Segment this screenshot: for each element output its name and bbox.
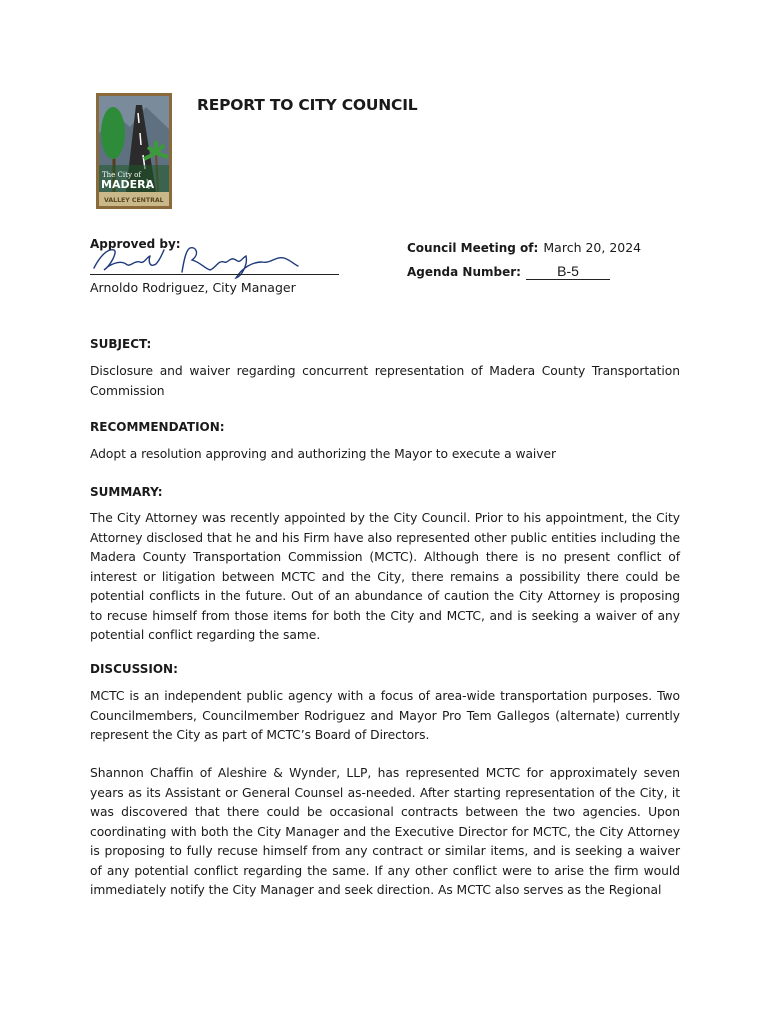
- council-meeting-row: [407, 237, 641, 256]
- approved-by-label: Approved by:: [90, 237, 181, 251]
- logo-text-line3: VALLEY CENTRAL: [104, 197, 164, 204]
- subject-heading: SUBJECT:: [90, 337, 152, 351]
- madera-logo-icon: [96, 93, 172, 209]
- recommendation-text: Adopt a resolution approving and authorizing the Mayor to execute a waiver: [90, 447, 557, 461]
- agenda-number-row: [407, 261, 610, 280]
- summary-text: The City Attorney was recently appointed by the City Council. Prior to his appointment, the City Attorney disclosed that he and his Firm have also represented other public entities including the Madera County Transportation Commission (MCTC). Although there is no present conflict of interest or litigation between MCTC and the City, there remains a possibility there could be potential conflicts in the future. Out of an abundance of caution the City Attorney is proposing to recuse himself from those items for both the City and MCTC, and is seeking a waiver of any potential conflict regarding the same.: [90, 511, 680, 642]
- summary-heading: SUMMARY:: [90, 485, 163, 499]
- approver-name-title: Arnoldo Rodriguez, City Manager: [90, 280, 296, 295]
- city-of-madera-logo: [96, 93, 172, 209]
- logo-text-line2: MADERA: [101, 178, 155, 191]
- discussion-paragraph-2: Shannon Chaffin of Aleshire & Wynder, LLP, has represented MCTC for approximately seven years as its Assistant or General Counsel as-needed. After starting representation of the City, it was discovered that there could be occasional contracts between the two agencies. Upon coordinating with both the City Manager and the Executive Director for MCTC, the City Attorney is proposing to fully recuse himself from any contract or similar items, and is seeking a waiver of any potential conflict regarding the same. If any other conflict were to arise the firm would immediately notify the City Manager and seek direction. As MCTC also serves as the Regional: [90, 766, 680, 897]
- discussion-heading: DISCUSSION:: [90, 662, 178, 676]
- subject-text: Disclosure and waiver regarding concurrent representation of Madera County Transportation Commission: [90, 364, 680, 398]
- discussion-paragraph-1: MCTC is an independent public agency with a focus of area-wide transportation purposes. Two Councilmembers, Councilmember Rodriguez and Mayor Pro Tem Gallegos (alternate) currently represent the City as part of MCTC’s Board of Directors.: [90, 689, 680, 742]
- signature-line: [90, 274, 339, 275]
- council-meeting-label: Council Meeting of:: [407, 241, 539, 255]
- report-title: REPORT TO CITY COUNCIL: [197, 96, 418, 114]
- agenda-number-label: Agenda Number:: [407, 265, 521, 279]
- recommendation-heading: RECOMMENDATION:: [90, 420, 225, 434]
- agenda-number-value: B-5: [526, 264, 610, 280]
- logo-text-line1: The City of: [102, 171, 141, 179]
- council-meeting-value: March 20, 2024: [543, 240, 642, 255]
